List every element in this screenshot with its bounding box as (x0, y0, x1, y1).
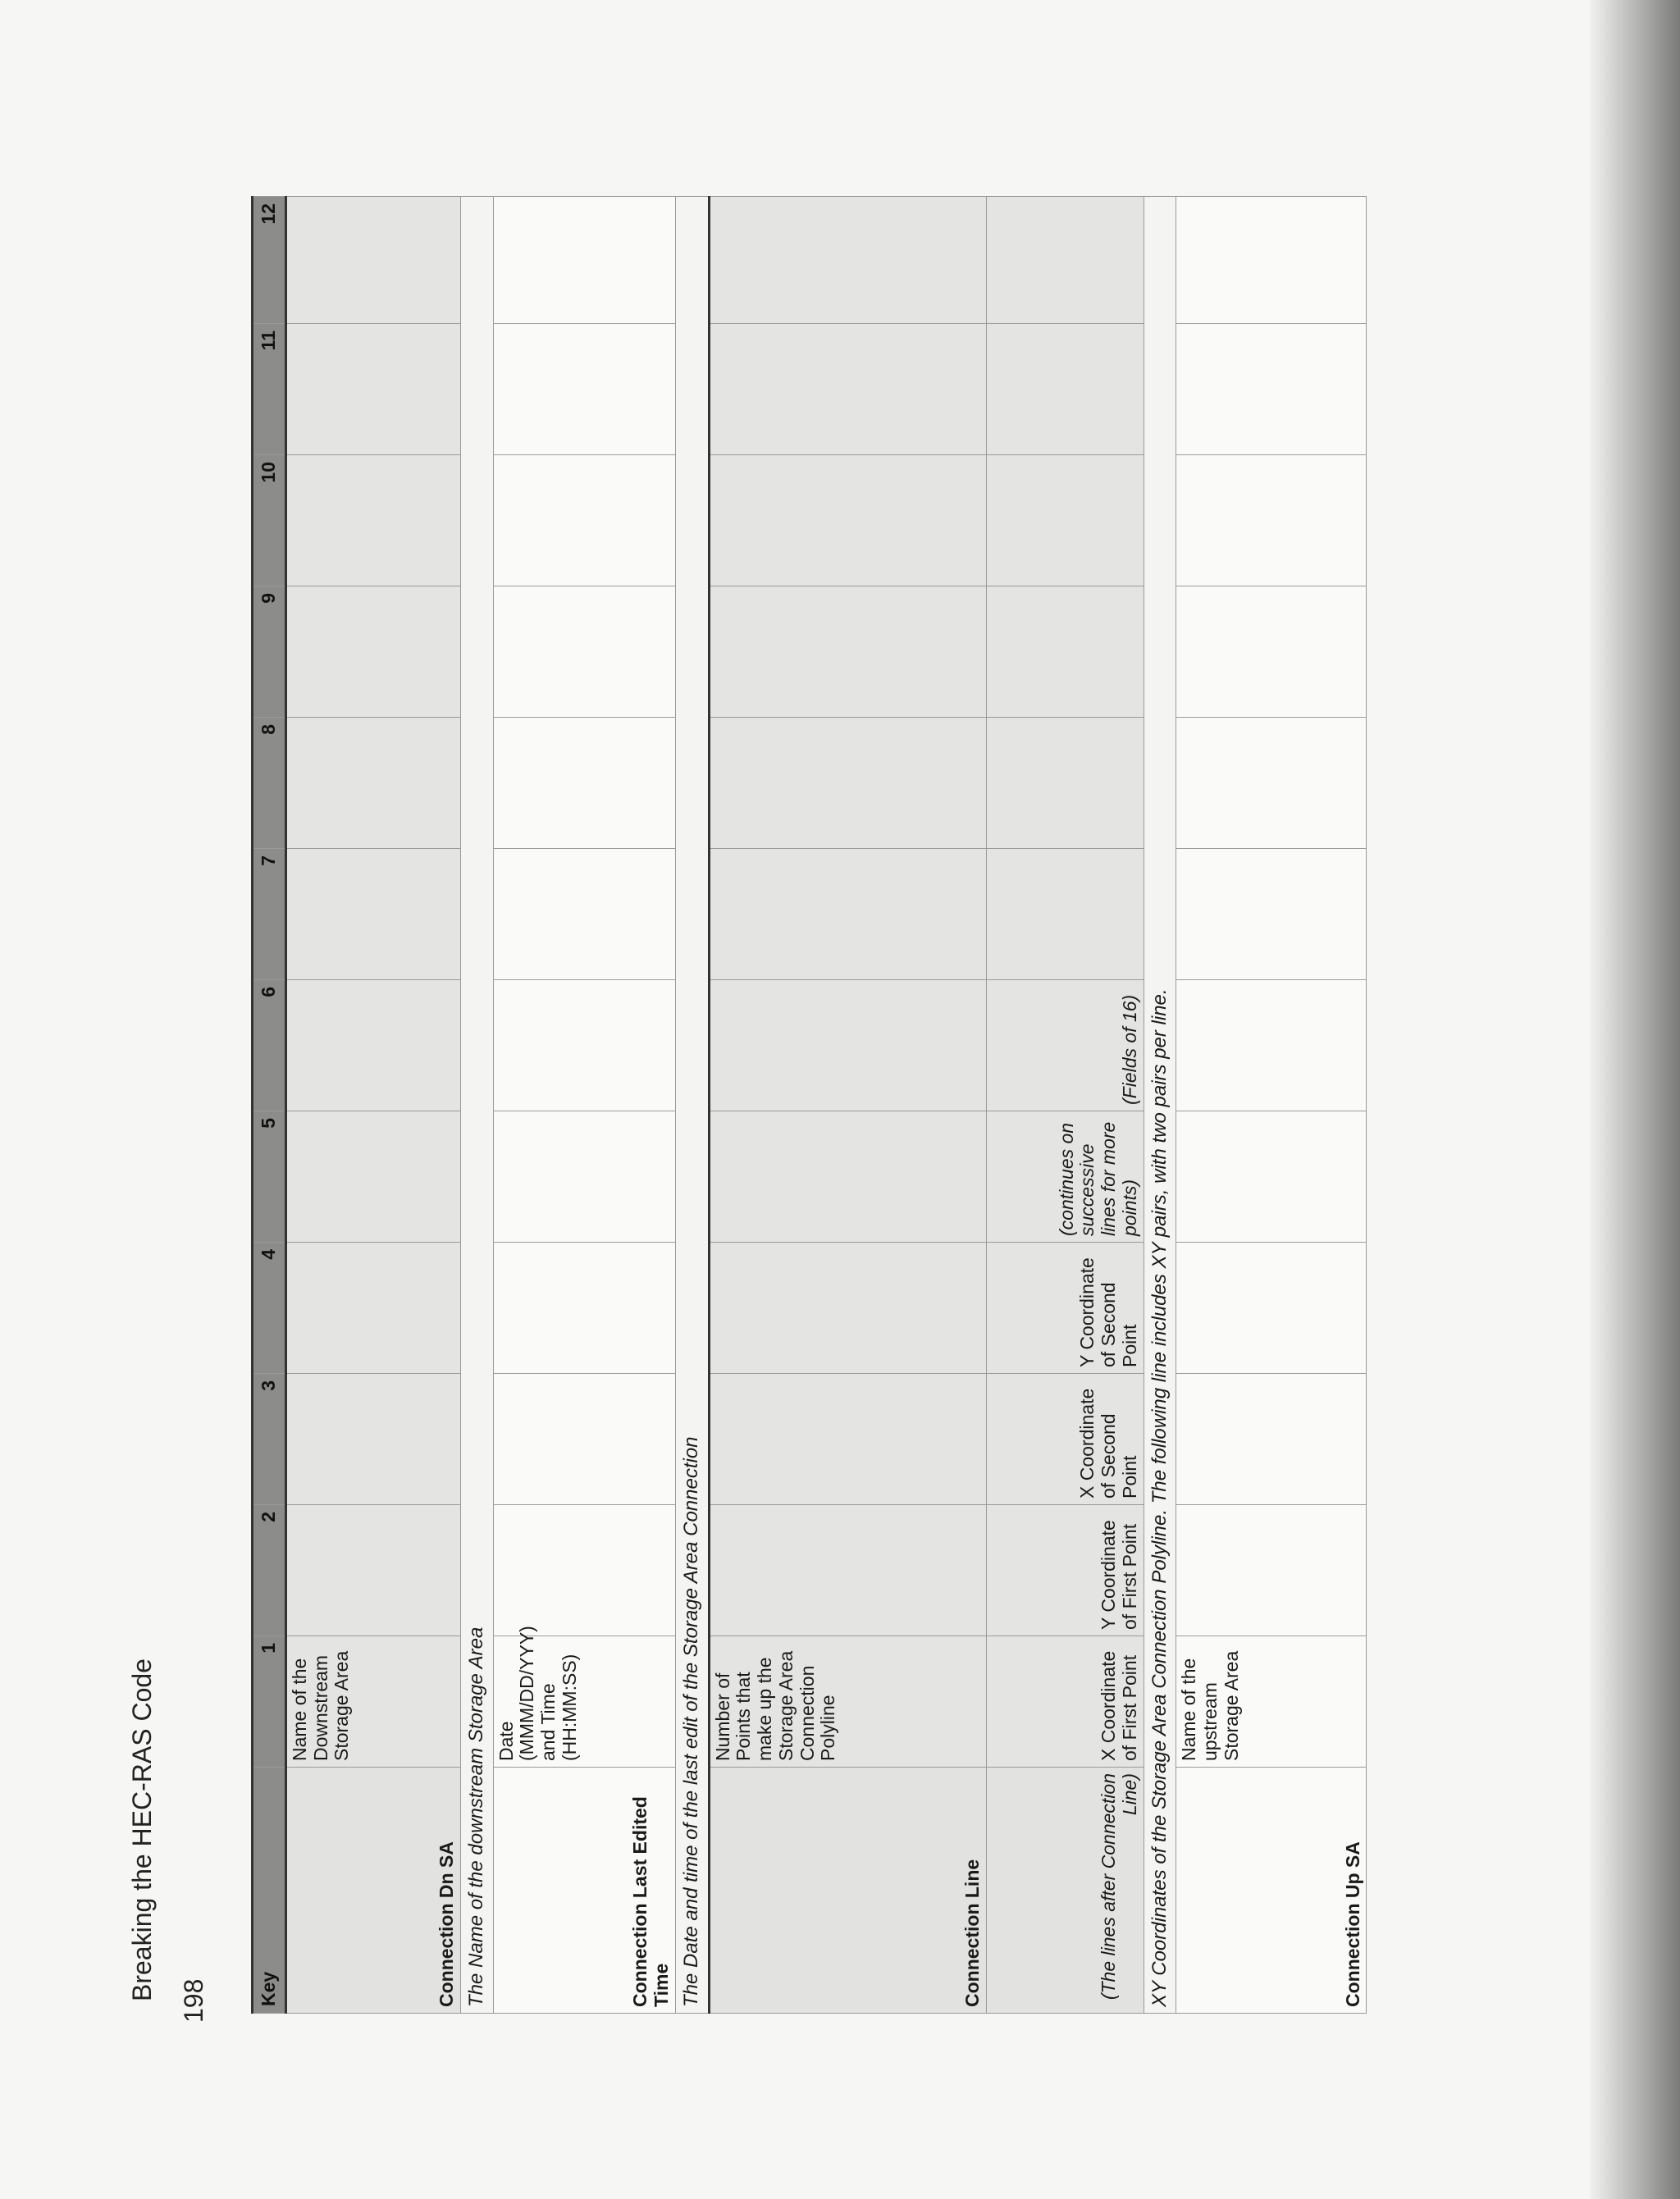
row-cell (709, 1243, 986, 1374)
row-note-text: The Date and time of the last edit of the Storage Area Connection (675, 197, 709, 2014)
row-cell (709, 197, 986, 324)
row-cell (709, 1505, 986, 1636)
header-col-10: 10 (253, 455, 286, 586)
table-row (285, 197, 460, 2014)
header-col-5: 5 (253, 1111, 286, 1243)
row-cell (709, 586, 986, 718)
table-row (709, 197, 986, 2014)
row-cell (709, 849, 986, 980)
row-cell: Name of the Downstream Storage Area (285, 1636, 460, 1768)
row-note (460, 197, 493, 2014)
row-cell (285, 197, 460, 324)
row-cell (1176, 1243, 1367, 1374)
row-cell (285, 1243, 460, 1374)
header-col-2: 2 (253, 1505, 286, 1636)
row-cell (986, 586, 1144, 718)
row-key: Connection Last Edited Time (493, 1768, 675, 2014)
row-cell (709, 455, 986, 586)
row-cell (493, 1374, 675, 1505)
row-cell (1176, 1111, 1367, 1243)
row-cell (493, 849, 675, 980)
hec-ras-key-table (251, 196, 1367, 2014)
row-key: Connection Line (709, 1768, 986, 2014)
row-cell: Y Coordinate of Second Point (986, 1243, 1144, 1374)
header-col-12: 12 (253, 197, 286, 324)
header-col-3: 3 (253, 1374, 286, 1505)
row-cell (285, 455, 460, 586)
row-cell (285, 1505, 460, 1636)
row-cell (1176, 455, 1367, 586)
row-cell (493, 1111, 675, 1243)
row-cell: Number of Points that make up the Storage Area Connection Polyline (709, 1636, 986, 1768)
header-col-1: 1 (253, 1636, 286, 1768)
row-cell: (Fields of 16) (986, 980, 1144, 1111)
row-cell (1176, 197, 1367, 324)
row-cell (493, 455, 675, 586)
row-cell: (continues on successive lines for more points) (986, 1111, 1144, 1243)
row-cell (493, 1243, 675, 1374)
row-cell (986, 455, 1144, 586)
row-cell (1176, 1505, 1367, 1636)
row-cell (493, 980, 675, 1111)
header-col-7: 7 (253, 849, 286, 980)
row-cell (986, 849, 1144, 980)
row-cell (1176, 1374, 1367, 1505)
row-cell (1176, 980, 1367, 1111)
row-cell (493, 324, 675, 455)
header-key: Key (253, 1768, 286, 2014)
row-cell (285, 849, 460, 980)
row-cell (285, 1374, 460, 1505)
row-cell (1176, 324, 1367, 455)
row-cell (709, 324, 986, 455)
row-cell (709, 980, 986, 1111)
row-cell: Date (MMM/DD/YYY) and Time (HH:MM:SS) (493, 1636, 675, 1768)
row-note (1144, 197, 1176, 2014)
row-key: (The lines after Connection Line) (986, 1768, 1144, 2014)
table-row (1176, 197, 1367, 2014)
header-col-8: 8 (253, 718, 286, 849)
page-number: 198 (179, 1978, 208, 2023)
row-cell (493, 1505, 675, 1636)
row-key: Connection Up SA (1176, 1768, 1367, 2014)
row-cell (1176, 586, 1367, 718)
row-cell (493, 718, 675, 849)
table-row (493, 197, 675, 2014)
row-cell (709, 718, 986, 849)
row-cell: X Coordinate of Second Point (986, 1374, 1144, 1505)
row-cell (285, 324, 460, 455)
row-cell (986, 324, 1144, 455)
row-cell (986, 197, 1144, 324)
row-note-text: XY Coordinates of the Storage Area Connection Polyline. The following line includes XY pairs, with two pairs per line. (1144, 197, 1176, 2014)
row-note-text: The Name of the downstream Storage Area (460, 197, 493, 2014)
header-col-4: 4 (253, 1243, 286, 1374)
rotated-table-container (251, 197, 1506, 2014)
row-cell (285, 718, 460, 849)
table-header-row (253, 197, 286, 2014)
row-cell (493, 197, 675, 324)
page-binding-shadow (1590, 0, 1680, 2199)
table-row (986, 197, 1144, 2014)
running-header: Breaking the HEC-RAS Code (127, 1658, 157, 2001)
row-cell (285, 1111, 460, 1243)
row-cell (1176, 849, 1367, 980)
row-note (675, 197, 709, 2014)
row-key: Connection Dn SA (285, 1768, 460, 2014)
row-cell (1176, 718, 1367, 849)
row-cell (986, 718, 1144, 849)
row-cell (709, 1111, 986, 1243)
row-cell (285, 586, 460, 718)
row-cell: Name of the upstream Storage Area (1176, 1636, 1367, 1768)
row-cell: Y Coordinate of First Point (986, 1505, 1144, 1636)
row-cell (493, 586, 675, 718)
header-col-6: 6 (253, 980, 286, 1111)
header-col-11: 11 (253, 324, 286, 455)
row-cell (285, 980, 460, 1111)
header-col-9: 9 (253, 586, 286, 718)
row-cell (709, 1374, 986, 1505)
row-cell: X Coordinate of First Point (986, 1636, 1144, 1768)
